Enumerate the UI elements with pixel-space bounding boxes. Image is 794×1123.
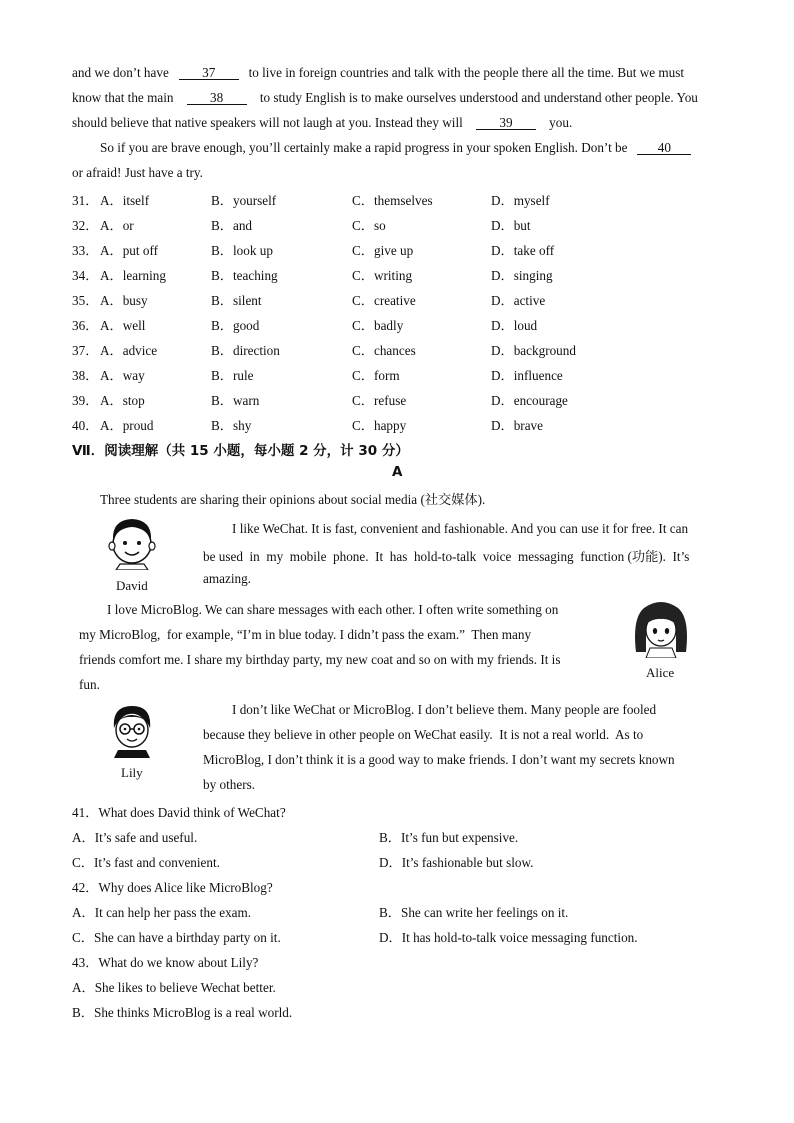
question-number: 33． (72, 243, 99, 258)
q42-option-a: A．It can help her pass the exam. (72, 905, 252, 920)
option-b: B．yourself (211, 193, 277, 208)
option-b: B．silent (211, 293, 262, 308)
option-b: B．look up (211, 243, 273, 258)
option-a: A．busy (100, 293, 148, 308)
option-c: C．themselves (352, 193, 433, 208)
option-b: B．rule (211, 368, 254, 383)
alice-line-3: friends comfort me. I share my birthday party, my new coat and so on with my friends. It is (79, 652, 561, 667)
option-d: D．influence (491, 368, 563, 383)
option-c: C．so (352, 218, 386, 233)
option-row-36 (72, 315, 712, 331)
reading-intro: Three students are sharing their opinions about social media (社交媒体). (100, 492, 486, 507)
option-row-38 (72, 365, 712, 381)
option-d: D．myself (491, 193, 550, 208)
passage-line-4 (100, 140, 691, 156)
option-d: D．loud (491, 318, 538, 333)
lily-line-1: I don’t like WeChat or MicroBlog. I don’t believe them. Many people are fooled (232, 702, 657, 717)
question-43: 43．What do we know about Lily? (72, 955, 259, 970)
passage-text: should believe that native speakers will not laugh at you. Instead they will (72, 115, 463, 130)
question-number: 40． (72, 418, 99, 433)
option-d: D．singing (491, 268, 553, 283)
option-d: D．take off (491, 243, 555, 258)
option-row-32 (72, 215, 712, 231)
q42-option-b: B．She can write her feelings on it. (379, 905, 569, 920)
option-b: B．good (211, 318, 260, 333)
passage-line-2 (72, 90, 698, 106)
option-row-31 (72, 190, 712, 206)
alice-line-1: I love MicroBlog. We can share messages with each other. I often write something on (107, 602, 559, 617)
question-number: 38． (72, 368, 99, 383)
option-row-35 (72, 290, 712, 306)
option-row-33 (72, 240, 712, 256)
question-number: 39． (72, 393, 99, 408)
question-number: 31． (72, 193, 99, 208)
q43-option-b: B．She thinks MicroBlog is a real world. (72, 1005, 293, 1020)
question-41: 41．What does David think of WeChat? (72, 805, 286, 820)
q41-option-a: A．It’s safe and useful. (72, 830, 198, 845)
option-d: D．active (491, 293, 546, 308)
part-label: A (392, 464, 403, 480)
option-d: D．background (491, 343, 576, 358)
q42-option-c: C．She can have a birthday party on it. (72, 930, 281, 945)
q41-option-b: B．It’s fun but expensive. (379, 830, 519, 845)
option-c: C．give up (352, 243, 414, 258)
option-d: D．but (491, 218, 531, 233)
question-number: 37． (72, 343, 99, 358)
option-a: A．or (100, 218, 134, 233)
passage-text: to study English is to make ourselves understood and understand other people. You (259, 90, 698, 105)
passage-text: know that the main (72, 90, 174, 105)
option-row-37 (72, 340, 712, 356)
option-a: A．advice (100, 343, 158, 358)
option-a: A．itself (100, 193, 150, 208)
alice-name: Alice (646, 665, 675, 680)
q42-option-d: D．It has hold-to-talk voice messaging function. (379, 930, 638, 945)
option-b: B．teaching (211, 268, 278, 283)
question-number: 36． (72, 318, 99, 333)
passage-line-1 (72, 65, 684, 81)
lily-name: Lily (121, 765, 143, 780)
passage-text: to live in foreign countries and talk with the people there all the time. But we must (248, 65, 685, 80)
david-line-2: be used in my mobile phone. It has hold-to-talk voice messaging function (功能). It’s (203, 549, 690, 564)
option-c: C．writing (352, 268, 413, 283)
option-b: B．and (211, 218, 253, 233)
girl-avatar-icon (630, 598, 692, 658)
option-a: A．learning (100, 268, 166, 283)
option-c: C．form (352, 368, 400, 383)
lily-line-2: because they believe in other people on WeChat easily. It is not a real world. As to (203, 727, 644, 742)
option-a: A．well (100, 318, 146, 333)
passage-line-3 (72, 115, 572, 131)
lily-line-4: by others. (203, 777, 256, 792)
option-d: D．encourage (491, 393, 568, 408)
passage-text: you. (549, 115, 573, 130)
question-number: 34． (72, 268, 99, 283)
blank-40: 40 (637, 141, 691, 155)
option-b: B．warn (211, 393, 260, 408)
passage-text: and we don’t have (72, 65, 169, 80)
alice-line-4: fun. (79, 677, 100, 692)
glasses-avatar-icon (106, 702, 158, 758)
question-number: 35． (72, 293, 99, 308)
option-c: C．chances (352, 343, 416, 358)
option-row-40 (72, 415, 712, 431)
alice-line-2: my MicroBlog, for example, “I’m in blue today. I didn’t pass the exam.” Then many (79, 627, 532, 642)
option-d: D．brave (491, 418, 543, 433)
passage-line-5: or afraid! Just have a try. (72, 165, 203, 180)
david-line-3: amazing. (203, 571, 251, 586)
q41-option-d: D．It’s fashionable but slow. (379, 855, 534, 870)
option-c: C．creative (352, 293, 416, 308)
david-name: David (116, 578, 148, 593)
option-row-34 (72, 265, 712, 281)
question-42: 42．Why does Alice like MicroBlog? (72, 880, 273, 895)
boy-avatar-icon (106, 514, 158, 570)
option-a: A．proud (100, 418, 154, 433)
q41-option-c: C．It’s fast and convenient. (72, 855, 220, 870)
option-c: C．refuse (352, 393, 407, 408)
q43-option-a: A．She likes to believe Wechat better. (72, 980, 276, 995)
option-a: A．way (100, 368, 145, 383)
option-a: A．put off (100, 243, 158, 258)
option-c: C．badly (352, 318, 404, 333)
blank-39: 39 (476, 116, 536, 130)
lily-line-3: MicroBlog, I don’t think it is a good way to make friends. I don’t want my secrets known (203, 752, 675, 767)
option-a: A．stop (100, 393, 145, 408)
option-b: B．shy (211, 418, 252, 433)
blank-38: 38 (187, 91, 247, 105)
section-title: Ⅶ．阅读理解（共 15 小题，每小题 2 分，计 30 分） (72, 443, 409, 459)
option-c: C．happy (352, 418, 407, 433)
question-number: 32． (72, 218, 99, 233)
option-b: B．direction (211, 343, 280, 358)
option-row-39 (72, 390, 712, 406)
passage-text: So if you are brave enough, you’ll certainly make a rapid progress in your spoken English. Don’t be (100, 140, 628, 155)
david-line-1: I like WeChat. It is fast, convenient and fashionable. And you can use it for free. It can (232, 521, 689, 536)
blank-37: 37 (179, 66, 239, 80)
